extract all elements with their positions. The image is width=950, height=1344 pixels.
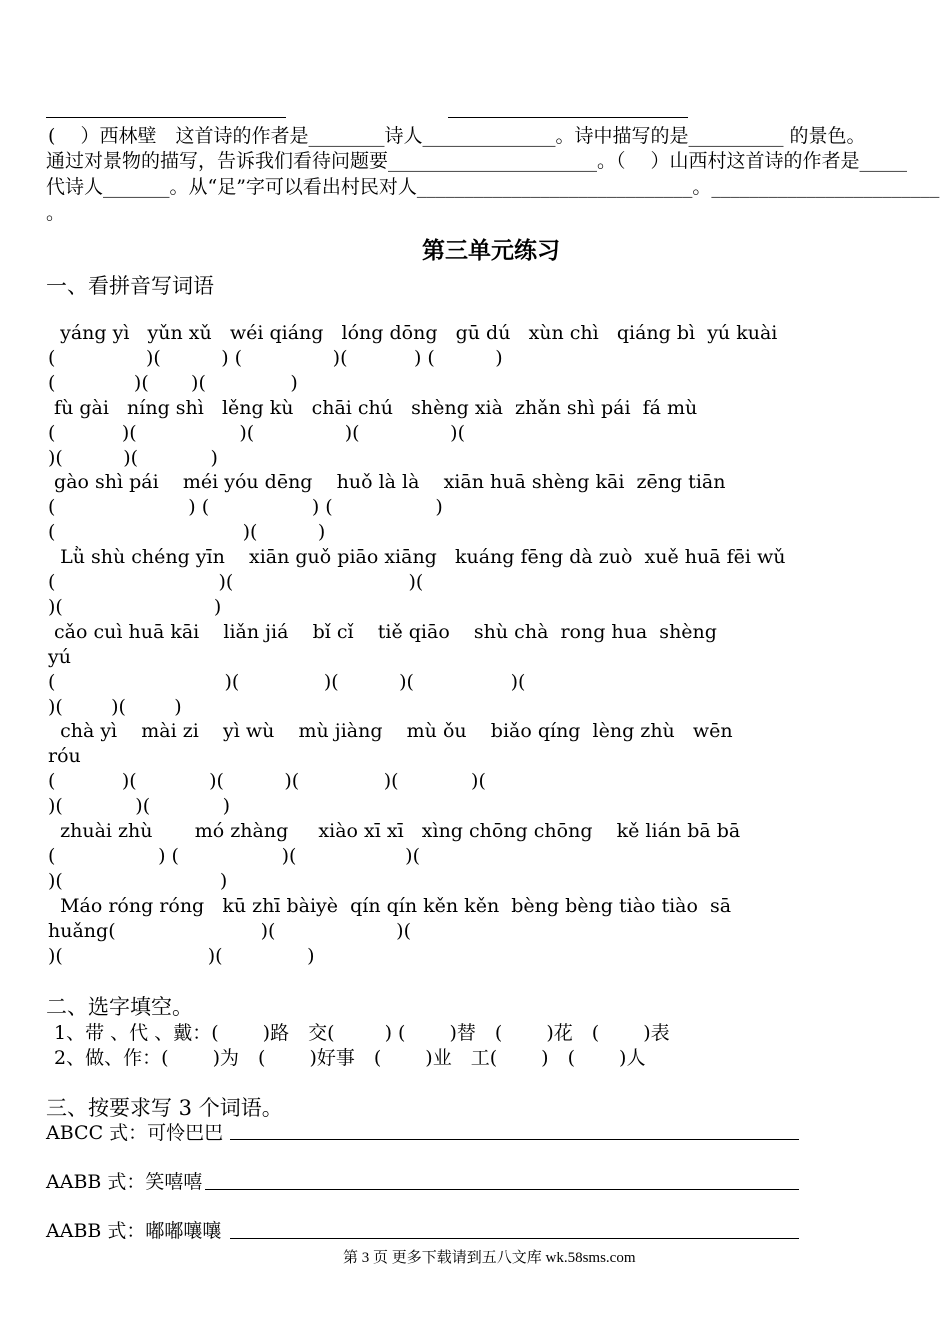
aabb-answer-line-2 bbox=[230, 1238, 799, 1239]
top-line-2: 通过对景物的描写，告诉我们看待问题要______________________。（ ）山西村这首诗的作者是_____ bbox=[46, 150, 908, 172]
pinyin-line: ( ) ( )( )( bbox=[48, 844, 420, 867]
top-line-3: 代诗人_______。从“足”字可以看出村民对人_____________________________。________________________ bbox=[46, 176, 940, 198]
page-footer: 第 3 页 更多下载请到五八文库 wk.58sms.com bbox=[343, 1250, 636, 1266]
abcc-label: ABCC 式：可怜巴巴 bbox=[46, 1122, 224, 1144]
pinyin-line: )( ) bbox=[48, 869, 228, 892]
pinyin-line: chà yì mài zi yì wù mù jiàng mù ǒu biǎo qíng lèng zhù wēn bbox=[48, 720, 733, 743]
pinyin-line: zhuài zhù mó zhàng xiào xī xī xìng chōng chōng kě lián bā bā bbox=[48, 820, 741, 842]
section2-heading: 二、选字填空。 bbox=[46, 995, 193, 1019]
pinyin-line: ( )( ) ( )( ) ( ) bbox=[48, 346, 503, 369]
pinyin-line: róu bbox=[48, 745, 81, 768]
pinyin-line: )( ) bbox=[48, 595, 222, 618]
aabb-answer-line-1 bbox=[205, 1189, 799, 1190]
pinyin-line: ( )( )( )( )( bbox=[48, 421, 466, 444]
pinyin-line: ( )( )( )( )( bbox=[48, 670, 526, 693]
pinyin-line: )( )( ) bbox=[48, 695, 182, 718]
section2-line-1: 1、带 、代 、戴：( )路 交( ) ( )替 ( )花 ( )表 bbox=[48, 1022, 670, 1044]
abcc-answer-line bbox=[230, 1139, 799, 1140]
section2-line-2: 2、做、作：( )为 ( )好事 ( )业 工( ) ( )人 bbox=[48, 1047, 646, 1069]
top-rule-right bbox=[448, 117, 688, 118]
aabb-label-1: AABB 式：笑嘻嘻 bbox=[46, 1171, 203, 1193]
pinyin-line: )( )( ) bbox=[48, 446, 218, 469]
pinyin-line: ( )( )( ) bbox=[48, 371, 298, 394]
pinyin-line: cǎo cuì huā kāi liǎn jiá bǐ cǐ tiě qiāo shù chà rong hua shèng bbox=[48, 620, 717, 643]
section1-heading: 一、看拼音写词语 bbox=[46, 274, 214, 298]
pinyin-line: )( )( ) bbox=[48, 795, 231, 818]
pinyin-line: yáng yì yǔn xǔ wéi qiáng lóng dōng gū dú xùn chì qiáng bì yú kuài bbox=[48, 322, 778, 344]
aabb-label-2: AABB 式：嘟嘟嚷嚷 bbox=[46, 1220, 222, 1242]
pinyin-line: ( ) ( ) ( ) bbox=[48, 496, 443, 519]
pinyin-line: yú bbox=[48, 645, 71, 668]
pinyin-line: fù gài níng shì lěng kù chāi chú shèng xià zhǎn shì pái fá mù bbox=[48, 396, 698, 419]
section3-heading: 三、按要求写 3 个词语。 bbox=[46, 1096, 283, 1120]
top-line-4: 。 bbox=[46, 202, 66, 224]
page-title: 第三单元练习 bbox=[422, 237, 560, 264]
top-line-1: ( ）西林壁 这首诗的作者是________诗人______________。诗中描写的是__________ 的景色。 bbox=[48, 125, 866, 147]
pinyin-line: ( )( )( )( )( )( bbox=[48, 770, 486, 793]
pinyin-line: gào shì pái méi yóu dēng huǒ là là xiān huā shèng kāi zēng tiān bbox=[48, 471, 726, 494]
top-rule-left bbox=[46, 117, 286, 118]
pinyin-line: huǎng( )( )( bbox=[48, 919, 412, 942]
pinyin-line: ( )( )( bbox=[48, 571, 424, 593]
pinyin-line: Lǜ shù chéng yīn xiān guǒ piāo xiāng kuáng fēng dà zuò xuě huā fēi wǔ bbox=[48, 546, 786, 569]
pinyin-line: ( )( ) bbox=[48, 521, 326, 544]
pinyin-line: )( )( ) bbox=[48, 944, 315, 967]
pinyin-line: Máo róng róng kū zhī bàiyè qín qín kěn kěn bèng bèng tiào tiào sā bbox=[48, 894, 732, 917]
